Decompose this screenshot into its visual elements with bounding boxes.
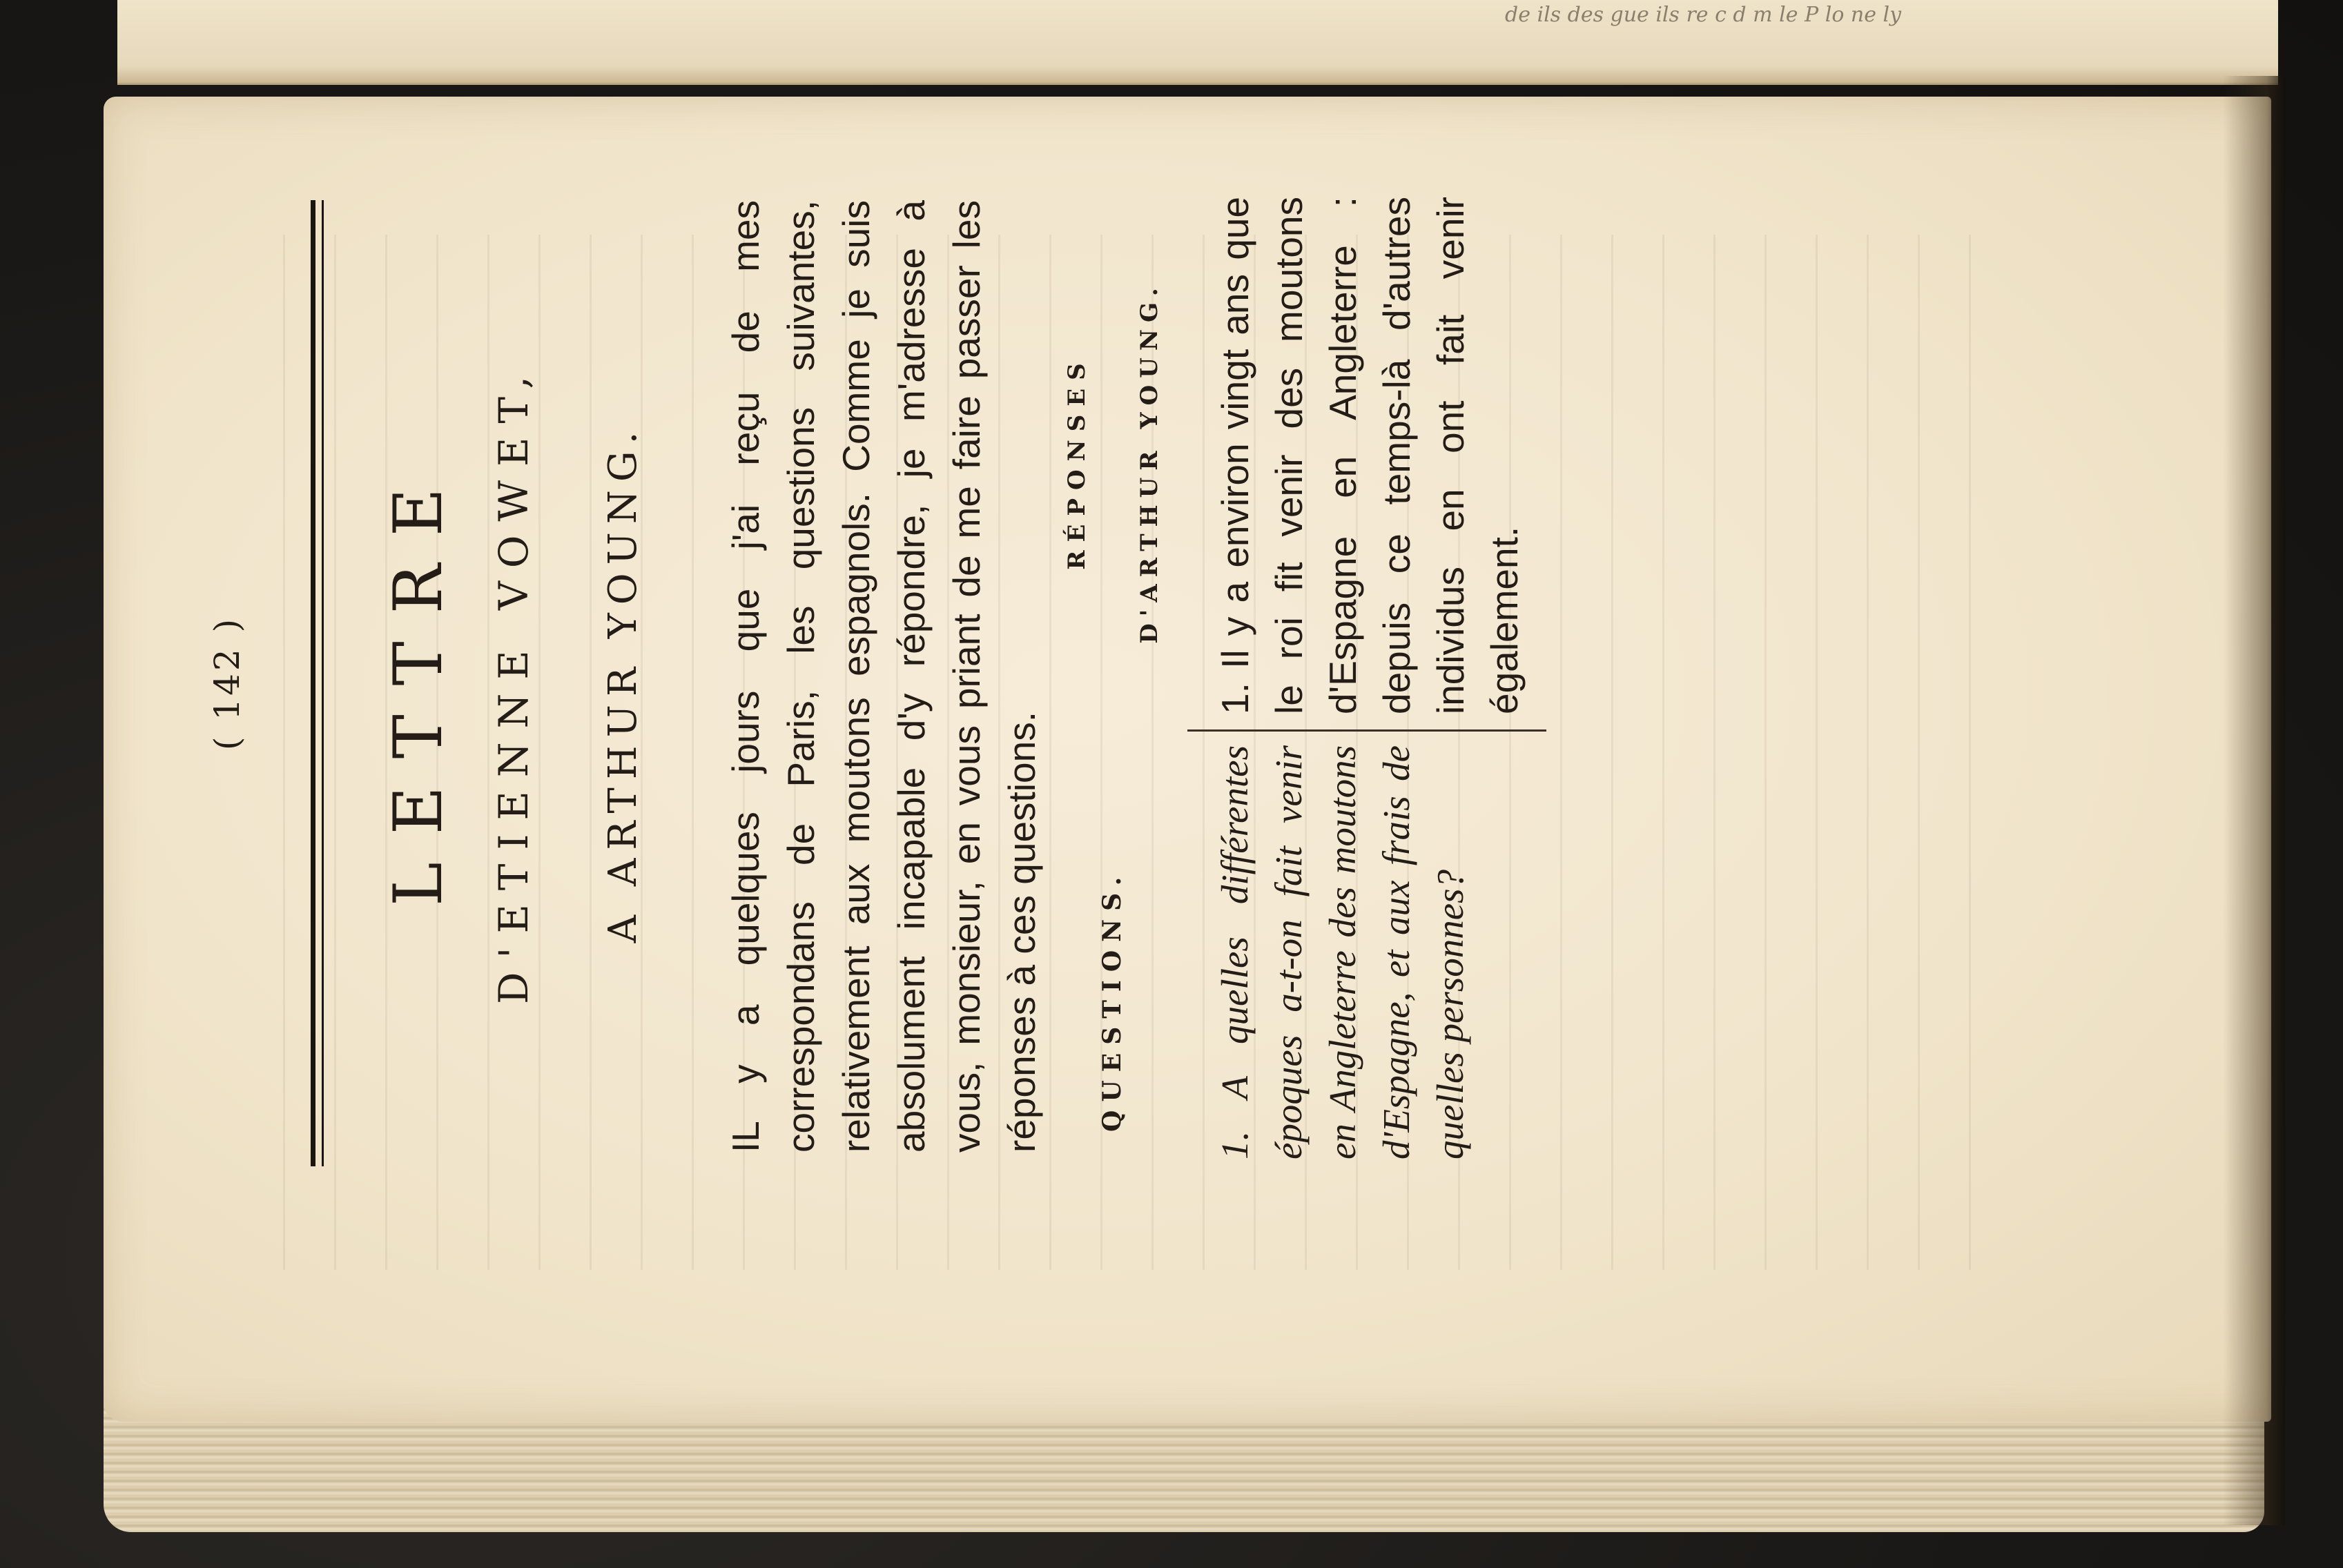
facing-page-text-fragment: de ils des gue ils re c d m le P lo ne ly — [1505, 3, 1902, 27]
intro-paragraph: IL y a quelques jours que j'ai reçu de mes correspondans de Paris, les questions suivantes, relativement aux moutons espagnols. Comme je suis absolument incapable d'y répondre, je m'adresse à vous, monsieur, en vous priant de me faire passer les réponses à ces questions. — [724, 200, 1043, 1153]
question-1: 1. A quelles différentes époques a-t-on fait venir en Angleterre des moutons d'Espagne, et aux frais de quelles personnes? — [1214, 745, 1471, 1159]
answer-1: 1. Il y a environ vingt ans que le roi fit venir des moutons d'Espagne en Angleterre : depuis ce temps-là d'autres individus en ont fait venir également. — [1214, 197, 1526, 714]
questions-heading: QUESTIONS. — [1098, 868, 1127, 1132]
printed-text-block — [207, 193, 1767, 1173]
page-number: ( 142 ) — [207, 616, 247, 751]
facing-page-edge — [117, 0, 2278, 85]
answers-heading: RÉPONSES — [1063, 355, 1091, 570]
column-divider — [1187, 729, 1546, 732]
answers-heading-byline: D'ARTHUR YOUNG. — [1136, 281, 1163, 644]
title-rule-thin — [322, 200, 324, 1166]
title-rule-thick — [311, 200, 315, 1166]
letter-author: D'ETIENNE VOWET, — [490, 362, 537, 1004]
letter-addressee: A ARTHUR YOUNG. — [601, 423, 645, 943]
page-title: LETTRE — [380, 460, 457, 907]
spine-shadow — [2223, 76, 2285, 1525]
